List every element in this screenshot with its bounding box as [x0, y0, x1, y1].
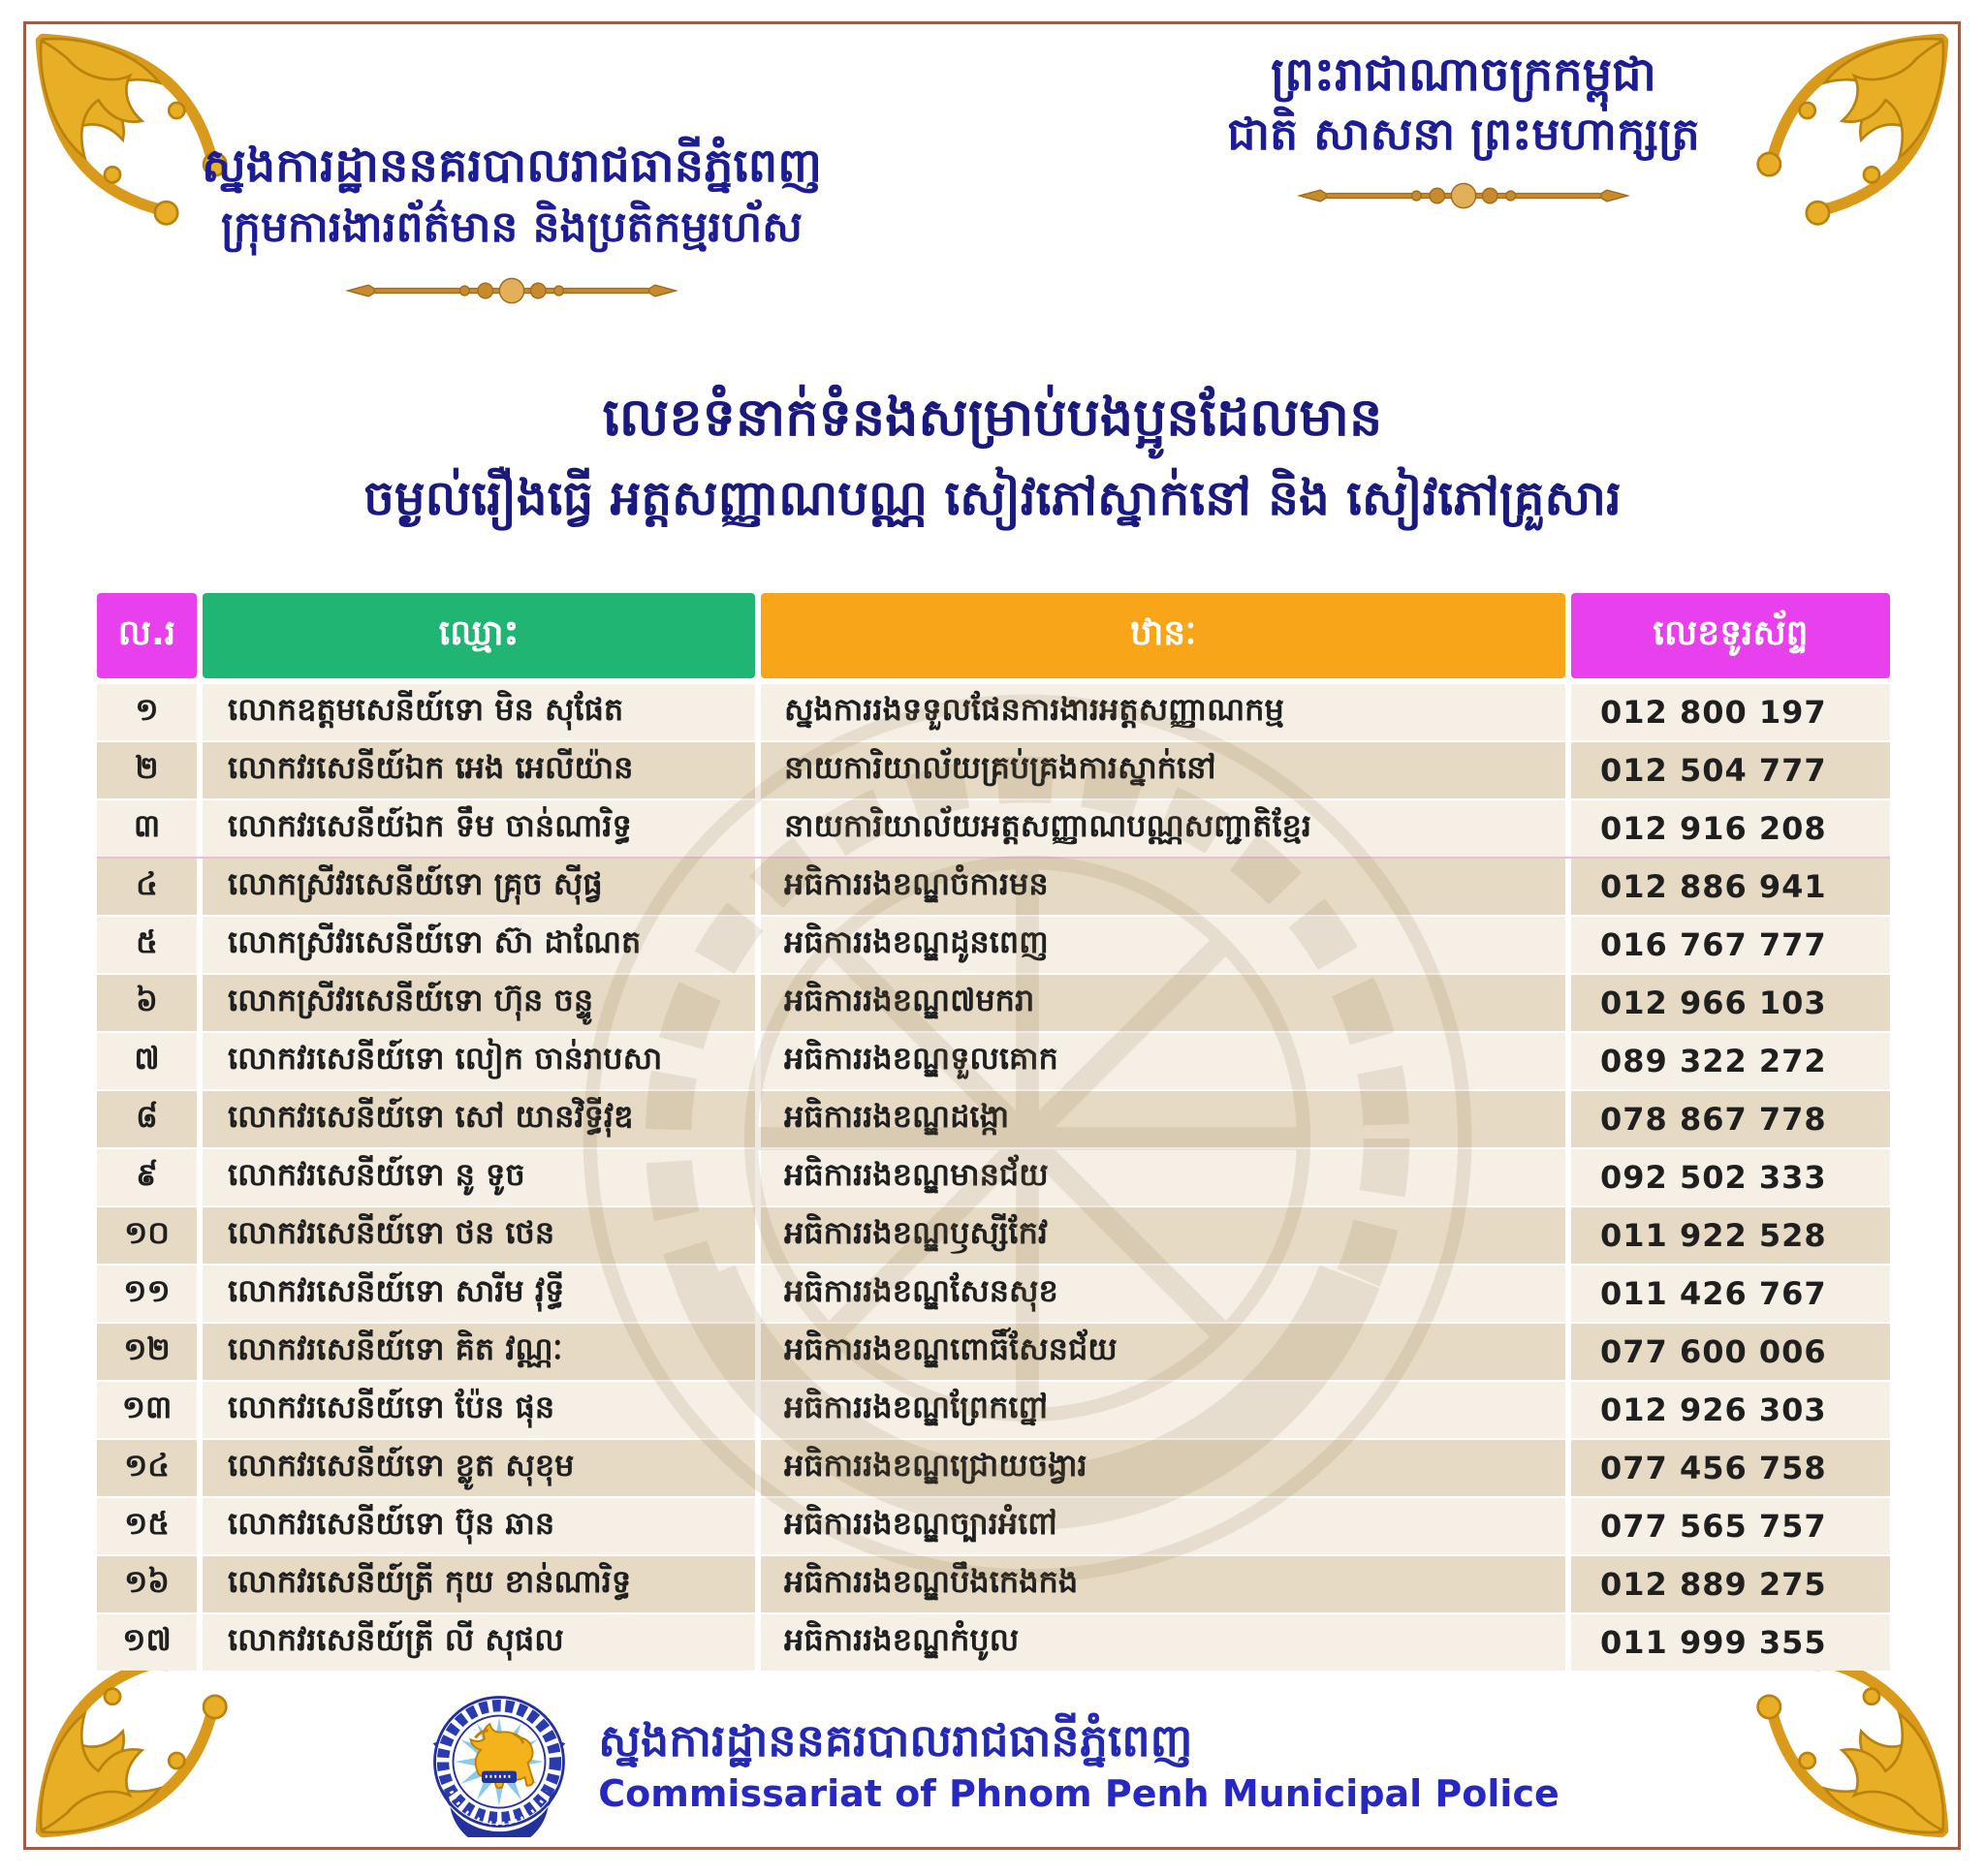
cell-row-number: ១០ [97, 1207, 197, 1264]
table-row [97, 742, 1890, 798]
table-row [97, 800, 1890, 857]
cell-name: លោកវរសេនីយ៍ទោ ខ្លូត សុខុម [203, 1440, 755, 1496]
cell-position: អធិការរងខណ្ឌជ្រោយចង្វារ [761, 1440, 1565, 1496]
table-row [97, 975, 1890, 1031]
cell-position: អធិការរងខណ្ឌព្រែកព្នៅ [761, 1382, 1565, 1438]
table-row [97, 1033, 1890, 1089]
cell-position: អធិការរងខណ្ឌ៧មករា [761, 975, 1565, 1031]
cell-position: អធិការរងខណ្ឌច្បារអំពៅ [761, 1498, 1565, 1554]
table-row [97, 859, 1890, 915]
cell-name: លោកវរសេនីយ៍ទោ គិត វណ្ណៈ [203, 1324, 755, 1380]
cell-row-number: ១៧ [97, 1614, 197, 1671]
cell-name: លោកស្រីវរសេនីយ៍ទោ ហ៊ុន ចន្ទូ [203, 975, 755, 1031]
cell-position: អធិការរងខណ្ឌទួលគោក [761, 1033, 1565, 1089]
cell-row-number: ៧ [97, 1033, 197, 1089]
cell-phone: 012 916 208 [1571, 800, 1890, 857]
cell-row-number: ៥ [97, 917, 197, 973]
cell-position: អធិការរងខណ្ឌដូនពេញ [761, 917, 1565, 973]
cell-phone: 016 767 777 [1571, 917, 1890, 973]
cell-row-number: ១១ [97, 1266, 197, 1322]
kingdom-motto-line-1: ព្រះរាជាណាចក្រកម្ពុជា [1271, 47, 1656, 102]
table-row [97, 1091, 1890, 1147]
table-row [97, 1614, 1890, 1671]
cell-phone: 077 456 758 [1571, 1440, 1890, 1496]
cell-phone: 012 504 777 [1571, 742, 1890, 798]
cell-phone: 011 922 528 [1571, 1207, 1890, 1264]
organization-name: ស្នងការដ្ឋាននគរបាលរាជធានីភ្នំពេញ [202, 139, 822, 193]
cell-phone: 078 867 778 [1571, 1091, 1890, 1147]
cell-name: លោកវរសេនីយ៍ឯក អេង អេលីយ៉ាន [203, 742, 755, 798]
header-cell-name: ឈ្មោះ [203, 593, 755, 678]
cell-name: លោកឧត្តមសេនីយ៍ទោ មិន សុផែត [203, 684, 755, 740]
table-row [97, 1324, 1890, 1380]
cell-phone: 092 502 333 [1571, 1149, 1890, 1205]
cell-name: លោកវរសេនីយ៍ទោ លៀក ចាន់រាបសា [203, 1033, 755, 1089]
cell-position: អធិការរងខណ្ឌមានជ័យ [761, 1149, 1565, 1205]
table-body [97, 684, 1890, 1671]
page-title-line-1: លេខទំនាក់ទំនងសម្រាប់បងប្អូនដែលមាន [602, 387, 1383, 448]
header-cell-phone: លេខទូរស័ព្ទ [1571, 593, 1890, 678]
cell-phone: 077 600 006 [1571, 1324, 1890, 1380]
cell-name: លោកវរសេនីយ៍ទោ សៅ យានវិទ្ធីវុឌ [203, 1091, 755, 1147]
table-row [97, 1382, 1890, 1438]
cell-name: លោកស្រីវរសេនីយ៍ទោ ស៊ា ដាណែត [203, 917, 755, 973]
table-row [97, 1498, 1890, 1554]
cell-position: ស្នងការរងទទួលផែនការងារអត្តសញ្ញាណកម្ម [761, 684, 1565, 740]
cell-position: នាយការិយាល័យគ្រប់គ្រងការស្នាក់នៅ [761, 742, 1565, 798]
table-row [97, 1266, 1890, 1322]
cell-phone: 012 966 103 [1571, 975, 1890, 1031]
cell-name: លោកវរសេនីយ៍ទោ ប៉ែន ផុន [203, 1382, 755, 1438]
table-row [97, 1149, 1890, 1205]
kingdom-motto-line-2: ជាតិ សាសនា ព្រះមហាក្សត្រ [1227, 108, 1700, 160]
cell-row-number: ៩ [97, 1149, 197, 1205]
page-title [97, 376, 1888, 537]
contacts-table [97, 593, 1890, 1673]
cell-position: អធិការរងខណ្ឌចំការមន [761, 859, 1565, 915]
cell-position: អធិការរងខណ្ឌសែនសុខ [761, 1266, 1565, 1322]
page-title-line-2: ចម្ងល់រឿងធ្វើ អត្តសញ្ញាណបណ្ណ សៀវភៅស្នាក់នៅ និង សៀវភៅគ្រួសារ [363, 470, 1622, 526]
footer [0, 1690, 1985, 1837]
kingdom-motto [1144, 45, 1783, 213]
organization-unit: ក្រុមការងារព័ត៌មាន និងប្រតិកម្មរហ័ស [220, 203, 803, 252]
cell-row-number: ២ [97, 742, 197, 798]
cell-position: អធិការរងខណ្ឌបឹងកេងកង [761, 1556, 1565, 1612]
cell-row-number: ៦ [97, 975, 197, 1031]
cell-position: អធិការរងខណ្ឌដង្កោ [761, 1091, 1565, 1147]
cell-name: លោកវរសេនីយ៍ទោ សារីម វុទ្ធី [203, 1266, 755, 1322]
cell-row-number: ៣ [97, 800, 197, 857]
cell-phone: 077 565 757 [1571, 1498, 1890, 1554]
cell-name: លោកវរសេនីយ៍ត្រី លី សុផល [203, 1614, 755, 1671]
cell-name: លោកស្រីវរសេនីយ៍ទោ គ្រុច ស៊ីផ្វ [203, 859, 755, 915]
footer-khmer-title: ស្នងការដ្ឋាននគរបាលរាជធានីភ្នំពេញ [598, 1714, 1193, 1767]
cell-row-number: ១៣ [97, 1382, 197, 1438]
cell-row-number: ១២ [97, 1324, 197, 1380]
divider-ornament-left [342, 273, 681, 308]
table-row [97, 917, 1890, 973]
cell-phone: 011 999 355 [1571, 1614, 1890, 1671]
cell-name: លោកវរសេនីយ៍ទោ ថន ថេន [203, 1207, 755, 1264]
divider-ornament-right [1294, 178, 1633, 213]
cell-row-number: ១៦ [97, 1556, 197, 1612]
cell-phone: 012 926 303 [1571, 1382, 1890, 1438]
cell-phone: 012 889 275 [1571, 1556, 1890, 1612]
table-row [97, 1556, 1890, 1612]
cell-name: លោកវរសេនីយ៍ទោ ប៊ុន ឆាន [203, 1498, 755, 1554]
cell-row-number: ៨ [97, 1091, 197, 1147]
table-row [97, 1207, 1890, 1264]
cell-phone: 089 322 272 [1571, 1033, 1890, 1089]
cell-phone: 011 426 767 [1571, 1266, 1890, 1322]
cell-phone: 012 800 197 [1571, 684, 1890, 740]
table-row [97, 684, 1890, 740]
cell-name: លោកវរសេនីយ៍ឯក ទឹម ចាន់ណារិទ្ធ [203, 800, 755, 857]
cell-name: លោកវរសេនីយ៍ទោ នូ ទូច [203, 1149, 755, 1205]
police-logo [425, 1690, 573, 1837]
cell-row-number: ៤ [97, 859, 197, 915]
header-cell-position: ឋានៈ [761, 593, 1565, 678]
cell-position: នាយការិយាល័យអត្តសញ្ញាណបណ្ណសញ្ជាតិខ្មែរ [761, 800, 1565, 857]
cell-name: លោកវរសេនីយ៍ត្រី កុយ ខាន់ណារិទ្ធ [203, 1556, 755, 1612]
cell-row-number: ១ [97, 684, 197, 740]
footer-titles [598, 1710, 1560, 1817]
footer-english-title: Commissariat of Phnom Penh Municipal Police [598, 1772, 1560, 1815]
cell-phone: 012 886 941 [1571, 859, 1890, 915]
cell-position: អធិការរងខណ្ឌឫស្សីកែវ [761, 1207, 1565, 1264]
cell-row-number: ១៤ [97, 1440, 197, 1496]
cell-position: អធិការរងខណ្ឌពោធិ៍សែនជ័យ [761, 1324, 1565, 1380]
table-row [97, 1440, 1890, 1496]
cell-row-number: ១៥ [97, 1498, 197, 1554]
organization-heading [85, 134, 938, 308]
table-header-row [97, 593, 1890, 678]
cell-position: អធិការរងខណ្ឌកំបូល [761, 1614, 1565, 1671]
header-cell-no: ល.រ [97, 593, 197, 678]
